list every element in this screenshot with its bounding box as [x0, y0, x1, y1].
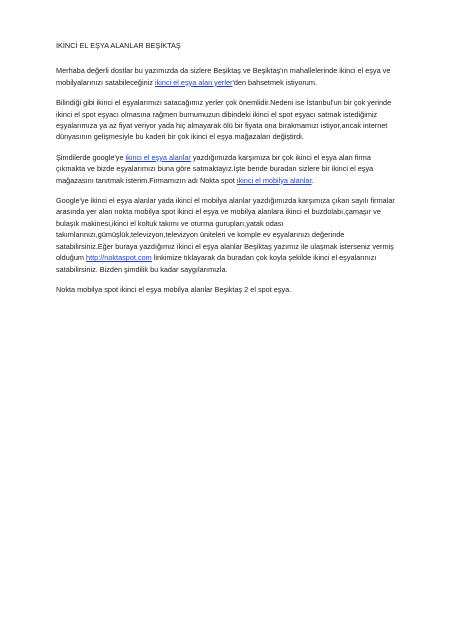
- paragraph-google-text-3: .: [311, 175, 314, 185]
- paragraph-intro: [56, 65, 397, 88]
- paragraph-google: [56, 152, 397, 186]
- paragraph-services-text-end: linkimize tıklayarak da buradan çok koyla şekilde ikinci el eşyalarınızı satabilirsiniz. Bizden şimdilik bu kadar saygılarımızla.: [56, 253, 377, 274]
- paragraph-google-text-2: yazdığımızda karşımıza bir çok ikinci el eşya alan firma çıkmakta ve bizde eşyalarımızı buna göre satmaktayız.İşte bende buradan sizlere bir ikinci el eşya mağazasını tanıtmak isterim.Firmamızın adı Nokta spot: [56, 152, 374, 185]
- paragraph-google-text-1: Şimdilerde google'ye: [56, 152, 126, 162]
- link-ikinci-el-esya-alanlar[interactable]: ikinci el eşya alanlar: [125, 152, 191, 162]
- paragraph-closing: Nokta mobilya spot ikinci el eşya mobilya alanlar Beşiktaş 2 el spot eşya.: [56, 284, 292, 294]
- paragraph-services: [56, 195, 397, 275]
- document-title: İKİNCİ EL EŞYA ALANLAR BEŞİKTAŞ: [56, 41, 181, 50]
- paragraph-intro-text: Merhaba değerli dostlar bu yazımızda da sizlere Beşiktaş ve Beşiktaş'ın mahallelerinde ikinci el eşya ve mobilyalarınızı satabileceğiniz: [56, 66, 391, 87]
- link-ikinci-el-esya-alan-yerler[interactable]: ikinci el eşya alan yerler: [154, 77, 233, 87]
- link-noktaspot[interactable]: http://noktaspot.com: [86, 253, 152, 263]
- paragraph-intro-text-end: 'den bahsetmek istiyorum.: [232, 77, 317, 87]
- link-ikinci-el-mobilya-alanlar[interactable]: ikinci el mobilya alanlar: [236, 175, 312, 185]
- paragraph-background: Bilindiği gibi ikinci el eşyalarımızı satacağımız yerler çok önemlidir.Nedeni ise İstanbul'un bir çok yerinde ikinci el spot eşyacı olmasına rağmen burnumuzun dibindeki ikinci el spot eşyacı satmak istediğimiz eşyalarımıza ya az fiyat veriyor yada hiç almayarak ölü bir fiyata ona bırakmamızı istiyor,ancak internet dünyasının gelişmesiyle bu kaderi bir çok ikinci el eşya mağazaları değiştirdi.: [56, 98, 392, 142]
- paragraph-services-text: Google'ye ikinci el eşya alanlar yada ikinci el mobilya alanlar yazdığımızda karşımıza çıkan sayılı firmalar arasında yer alan nokta mobilya spot ikinci el eşya ve mobilya alanlara ikinci el buzdolabı,çamaşır ve bulaşık makinesi,ikinci el koltuk takımı ve oturma gurupları,yatak odası takımlarınızı,gümüşlük,televizyon,televizyon üniteleri ve komple ev eşyalarınızı değerinde satabilirsiniz.Eğer buraya yazdığımız ikinci el eşya alanlar Beşiktaş yazımız ile ulaşmak isterseniz vermiş olduğum: [56, 196, 395, 263]
